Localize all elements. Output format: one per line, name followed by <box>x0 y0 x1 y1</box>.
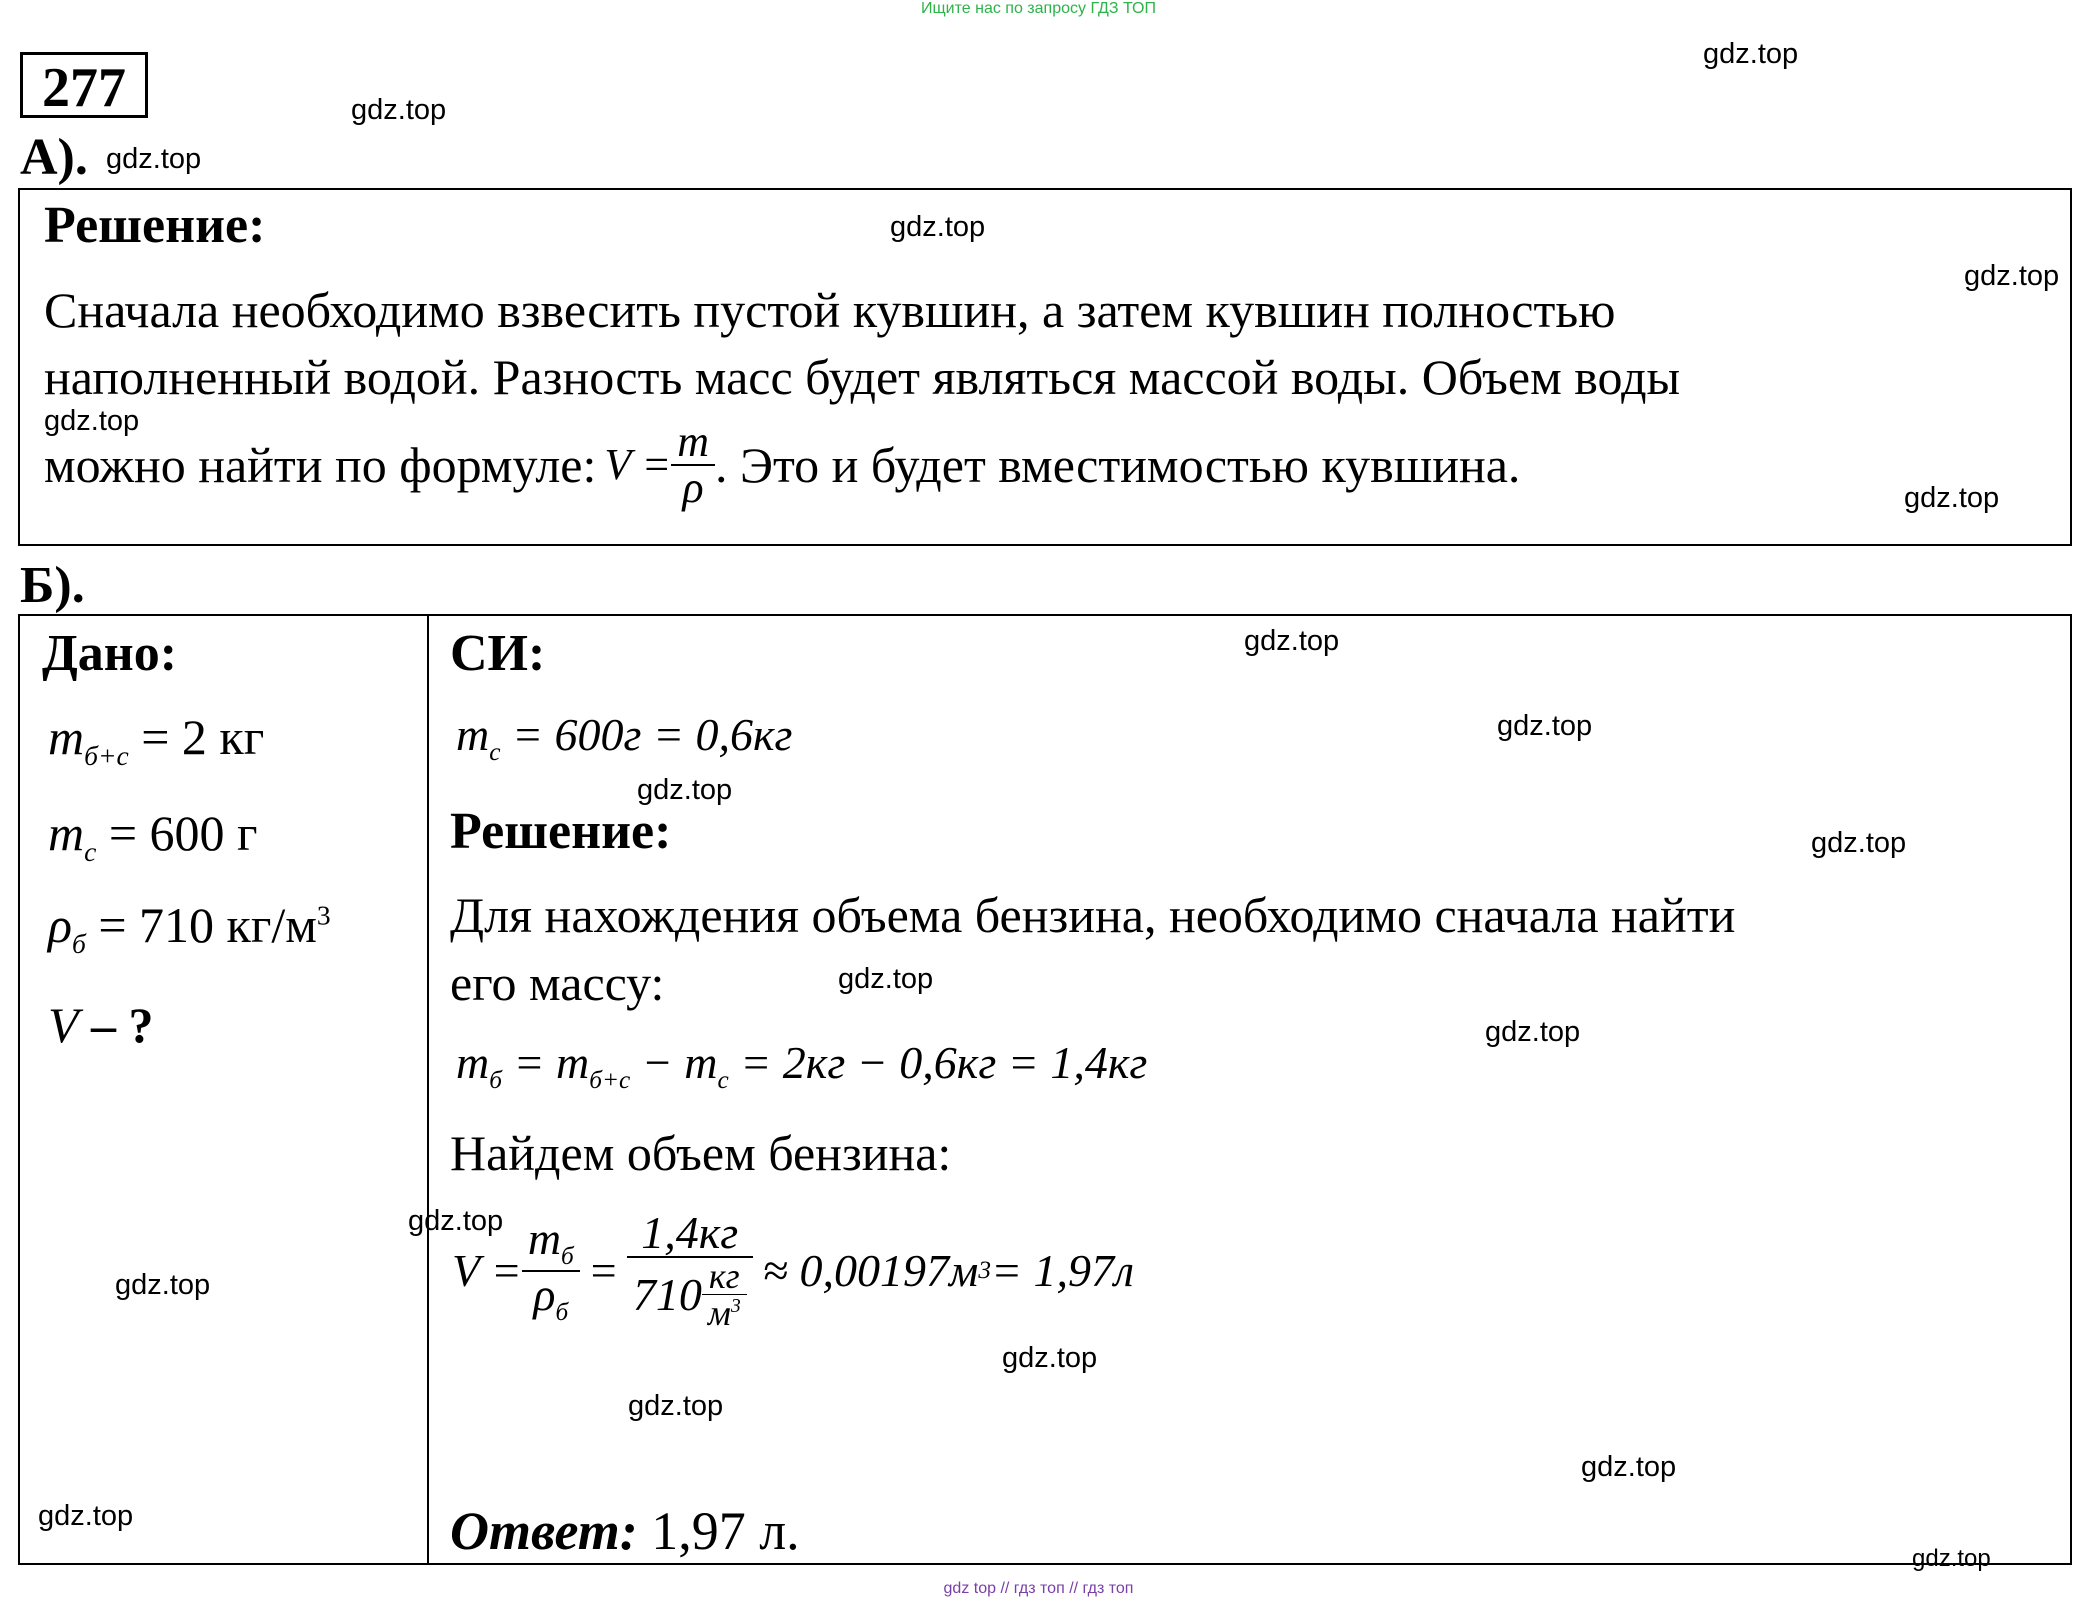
si-sub: с <box>489 738 501 767</box>
watermark: gdz.top <box>1964 260 2060 292</box>
eq-approx: ≈ 0,00197м <box>762 1244 979 1296</box>
given-rest: = 2 кг <box>128 709 265 765</box>
eq-frac-den: ρ <box>533 1268 556 1320</box>
eq-part: − m <box>630 1037 718 1088</box>
given-sub: б <box>72 928 86 959</box>
eq-equals: = <box>587 1244 619 1296</box>
eq-unit-sup: 3 <box>730 1295 741 1317</box>
given-sup: 3 <box>316 899 331 931</box>
watermark: gdz.top <box>408 1205 504 1237</box>
watermark: gdz.top <box>351 94 447 126</box>
top-banner[interactable]: Ищите нас по запросу ГДЗ ТОП <box>921 0 1156 17</box>
eq-result: = 1,97л <box>990 1244 1135 1296</box>
answer-value: 1,97 л. <box>637 1501 800 1561</box>
eq-sub: б+с <box>589 1066 631 1095</box>
given-sub: б+с <box>84 740 129 771</box>
given-heading: Дано: <box>42 625 178 682</box>
watermark: gdz.top <box>1244 625 1340 657</box>
watermark: gdz.top <box>38 1500 134 1532</box>
part-a-label: А). <box>20 129 88 186</box>
equation-mass <box>456 1037 1148 1095</box>
solution-text-3: Найдем объем бензина: <box>450 1125 952 1181</box>
si-line <box>456 709 793 767</box>
eq-sub: с <box>717 1066 729 1095</box>
eq-sub: б <box>489 1066 502 1095</box>
watermark: gdz.top <box>637 774 733 806</box>
part-a-line-1: Сначала необходимо взвесить пустой кувшин, а затем кувшин полностью <box>44 282 1616 338</box>
watermark: gdz.top <box>1904 482 2000 514</box>
given-sym: m <box>48 709 85 765</box>
watermark: gdz.top <box>1912 1545 1991 1572</box>
watermark: gdz.top <box>1581 1451 1677 1483</box>
solution-text-1: Для нахождения объема бензина, необходимо сначала найти <box>450 887 1736 943</box>
formula-v-lhs: V = <box>604 440 672 489</box>
watermark: gdz.top <box>1002 1342 1098 1374</box>
part-a-line-3-before: можно найти по формуле: <box>44 437 597 493</box>
eq-part: = 2кг − 0,6кг = 1,4кг <box>728 1037 1148 1088</box>
eq-frac2-num: 1,4кг <box>641 1207 739 1258</box>
given-sym: m <box>48 805 85 861</box>
part-b-label: Б). <box>20 557 85 614</box>
watermark: gdz.top <box>890 211 986 243</box>
problem-number: 277 <box>20 52 148 118</box>
given-sym: V <box>48 997 79 1053</box>
part-a-line-2: наполненный водой. Разность масс будет являться массой воды. Объем воды <box>44 349 1681 405</box>
eq-frac-den-sub: б <box>555 1297 569 1326</box>
bottom-links[interactable]: gdz top // гдз топ // гдз топ <box>943 1580 1134 1597</box>
si-heading: СИ: <box>450 625 546 682</box>
eq-v-lhs: V = <box>452 1244 522 1296</box>
watermark: gdz.top <box>1485 1016 1581 1048</box>
answer-line <box>450 1501 800 1561</box>
given-rest: = 600 г <box>96 805 258 861</box>
given-rest: – ? <box>78 997 154 1053</box>
part-a-heading: Решение: <box>44 197 266 254</box>
part-a-line-3 <box>44 417 1521 512</box>
solution-heading: Решение: <box>450 803 672 860</box>
given-item <box>48 805 258 867</box>
solution-text-2: его массу: <box>450 955 665 1011</box>
given-rest: = 710 кг/м <box>85 897 317 953</box>
si-sym: m <box>456 709 490 760</box>
eq-unit-fraction <box>702 1258 747 1331</box>
si-rest: = 600г = 0,6кг <box>500 709 793 760</box>
given-item <box>48 709 265 771</box>
watermark: gdz.top <box>115 1269 211 1301</box>
eq-fraction-values <box>627 1207 753 1333</box>
formula-numerator: m <box>677 417 709 466</box>
given-sub: с <box>84 836 97 867</box>
eq-part: m <box>456 1037 490 1088</box>
eq-approx-sup: 3 <box>978 1255 991 1284</box>
eq-part: = m <box>501 1037 590 1088</box>
answer-label: Ответ: <box>450 1501 638 1561</box>
eq-frac-num-sub: б <box>561 1242 574 1271</box>
watermark: gdz.top <box>106 143 202 175</box>
formula-fraction <box>671 417 715 512</box>
eq-frac-num: m <box>527 1213 562 1265</box>
eq-unit-den: м <box>707 1293 731 1333</box>
given-item <box>48 897 331 959</box>
watermark: gdz.top <box>1811 827 1907 859</box>
given-item <box>48 997 154 1053</box>
eq-frac2-den-value: 710 <box>632 1268 702 1320</box>
watermark: gdz.top <box>1703 38 1799 70</box>
eq-unit-num: кг <box>708 1256 740 1296</box>
part-a-line-3-after: . Это и будет вместимостью кувшина. <box>714 437 1521 493</box>
watermark: gdz.top <box>1497 710 1593 742</box>
watermark: gdz.top <box>628 1390 724 1422</box>
column-divider <box>427 616 429 1563</box>
watermark: gdz.top <box>44 405 140 437</box>
given-sym: ρ <box>48 897 72 953</box>
eq-fraction-density <box>522 1213 580 1326</box>
formula-denominator: ρ <box>671 464 715 510</box>
watermark: gdz.top <box>838 963 934 995</box>
